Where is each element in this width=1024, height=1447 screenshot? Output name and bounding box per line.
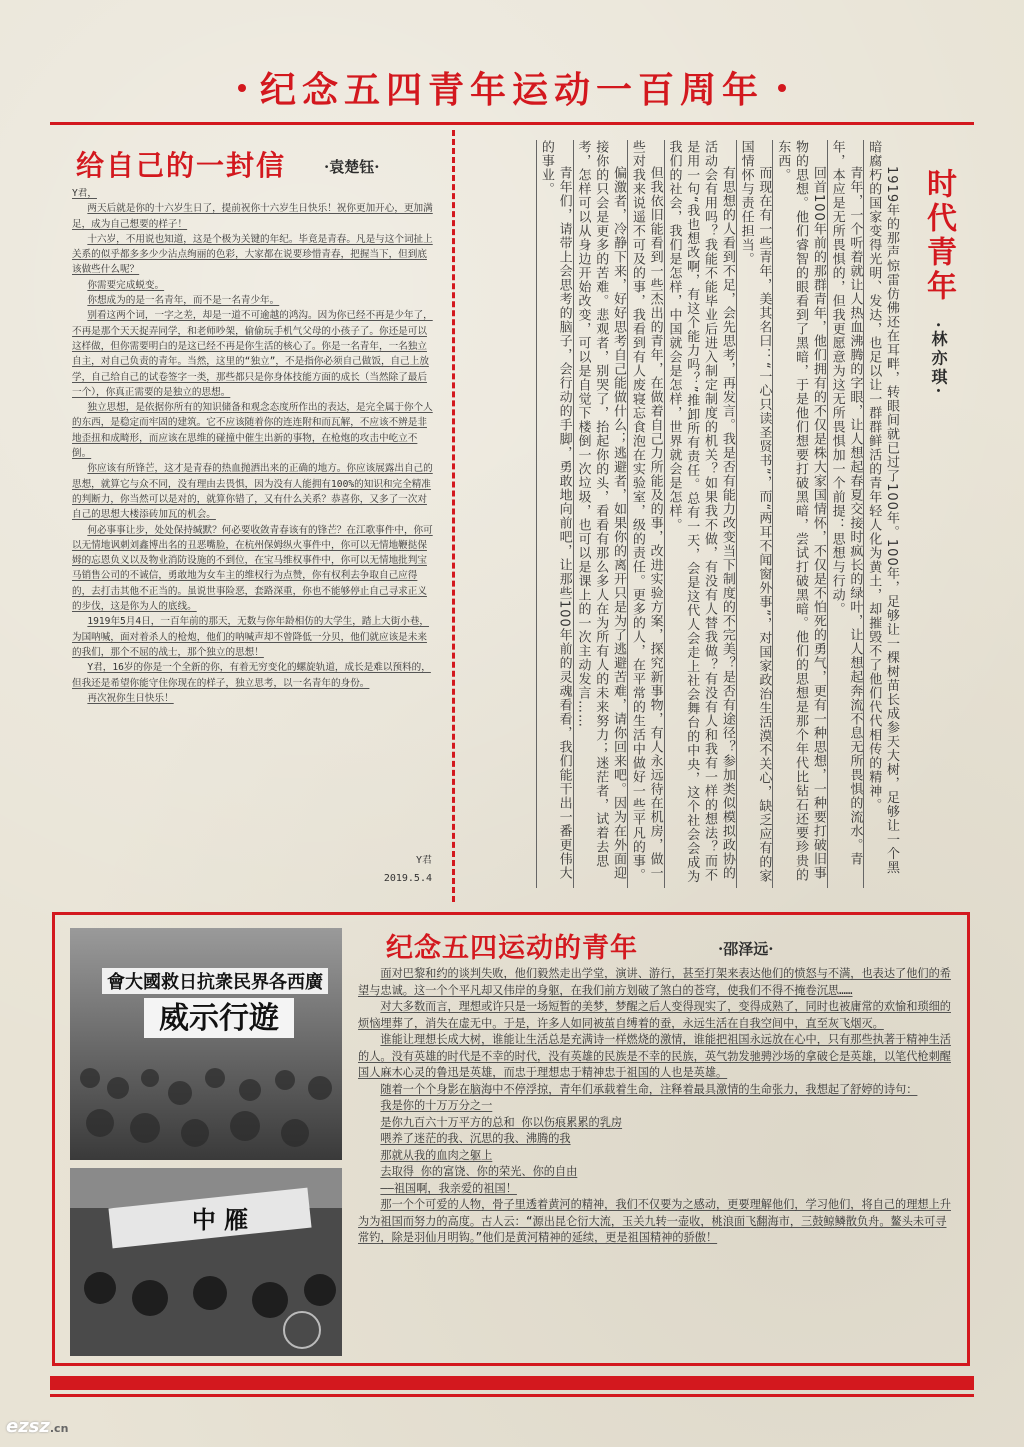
masthead-rule	[50, 122, 974, 125]
letter-title: 给自己的一封信	[76, 149, 287, 182]
protest-photo-top	[70, 928, 342, 1160]
article-title: 纪念五四运动的青年	[386, 933, 638, 964]
poem-line: ——祖国啊，我亲爱的祖国！	[380, 1181, 517, 1195]
article-closing: 那一个个可爱的人物，骨子里透着黄河的精神，我们不仅要为之感动，更要理解他们，学习他们，将自己的理想上升为为祖国而努力的高度。古人云：“源出昆仑衍大流，玉关九转一壶收，桃浪面飞翻海市，三鼓鲸鳞散负舟。鳌头未可寻常钓，除是羽仙月明钩。”他们是黄河精神的延续，更是祖国精神的骄傲！	[358, 1198, 951, 1244]
masthead-dot-left	[238, 84, 246, 92]
protest-photo-bottom	[70, 1168, 342, 1356]
poem-line: 去取得 你的富饶、你的荣光、你的自由	[380, 1165, 578, 1178]
footer-rule	[50, 1394, 974, 1397]
poem-line: 我是你的十万万分之一	[380, 1099, 493, 1112]
logo-suffix: .cn	[49, 1422, 69, 1435]
article-header	[386, 926, 946, 966]
essay-paragraph: 但我依旧能看到一些杰出的青年，在做着自己力所能及的事，改进实验方案，探究新事物，有人永远待在机房，做一些对我来说遥不可及的事，我看到有人废寝忘食泡在实验室，级的责任。更多的人，在平常的生活中做好一些平凡的事。	[627, 140, 664, 888]
essay-paragraph: 偏激者，冷静下来，好好思考自己能做什么；逃避者，如果你的离开只是为了逃避苦难，请你回来吧。因为在外面迎接你的只会是更多的苦难。悲观者，别哭了，抬起你的头，看看有那么多人在为所有人的未来努力；迷茫者，试着去思考，怎样可以从身边开始改变，可以是自觉下楼倒一次垃圾，也可以是课上的一次主动发言……	[573, 140, 627, 888]
logo-text: ezsz	[6, 1416, 50, 1437]
letter-author: ·袁楚钰·	[324, 158, 380, 176]
letter-sign-name: Y君	[415, 855, 432, 866]
letter-paragraph: 独立思想，是依据你所有的知识储备和观念态度所作出的表达，是完全属于你个人的东西，是稳定而牢固的建筑。它不应该随着你的连连附和而瓦解，不应该不辨是非地歪扭和成畸形，而应该在思维的碰撞中催生出新的事物，在枪炮的攻击中屹立不倒。	[72, 402, 433, 460]
letter-paragraph: 1919年5月4日，一百年前的那天，无数与你年龄相仿的大学生，踏上大街小巷，为国呐喊，面对着杀人的枪炮，他们的呐喊声却不曾降低一分贝，他们就应该是未来的我们，那个不屈的战士，那个独立的思想！	[72, 616, 430, 658]
protest-photo-illustration-2	[70, 1168, 342, 1356]
essay-title: 时代青年	[921, 168, 956, 304]
banner-main-text: 威示行遊	[159, 1001, 279, 1036]
essay-paragraph: 青年，一个听着就让人热血沸腾的字眼，让人想起春夏交接时疯长的绿叶，让人想起奔流不息无所畏惧的流水。青年，本应是无所畏惧的，但我更愿意为这无所畏惧加一个前提：思想与行动。	[827, 140, 864, 888]
letter-paragraph: 何必事事让步，处处保持缄默？何必要收敛青春该有的锋芒？在江歌事件中，你可以无情地讽刺刘鑫博出名的丑恶嘴脸，在杭州保姆纵火事件中，你可以无情地鞭挞保姆的忘恩负义以及物业消防设施的不到位，在宝马维权事件中，你可以无情地批判宝马销售公司的不诚信，勇敢地为女车主的维权行为点赞，你有权利去争取自己应得的，去打击其他不正当的。虽说世事险恶，套路深重，你也不能够停止自己寻求正义的步伐，这是你为人的底线。	[72, 524, 433, 613]
footer-bar	[50, 1376, 974, 1390]
essay-paragraph: 青年们，请带上会思考的脑子，会行动的手脚，勇敢地向前吧，让那些100年前的灵魂看看，我们能干出一番更伟大的事业。	[536, 140, 573, 888]
poem-line: 喂养了迷茫的我、沉思的我、沸腾的我	[380, 1132, 571, 1145]
article-paragraph: 谁能让理想长成大树，谁能让生活总是充满诗一样燃烧的激情，谁能把祖国永远放在心中，只有那些执著于精神生活的人。没有英雄的时代是不幸的时代，没有英雄的民族是不幸的民族，英气勃发驰骋沙场的拿破仑是英雄，以笔代枪刺醒国人麻木心灵的鲁迅是英雄，而忠于理想忠于精神忠于祖国的人也是英雄。	[358, 1033, 951, 1079]
letter-greeting: Y君，	[72, 188, 97, 199]
letter-paragraph: 两天后就是你的十六岁生日了，提前祝你十六岁生日快乐！祝你更加开心，更加满足，成为自己想要的样子！	[72, 203, 433, 230]
banner2-text: 中 雁	[191, 1205, 249, 1234]
essay-author: ·林亦琪·	[929, 322, 948, 397]
letter-header	[76, 144, 446, 184]
essay-paragraph: 回首100年前的那群青年，他们拥有的不仅是株大家国情怀，不仅是不怕死的勇气，更有一种思想，一种要打破旧事物的思想。他们睿智的眼看到了黑暗，于是他们想要打破黑暗，尝试打破黑暗。他们的思想是那个年代比钻石还要珍贵的东西。	[772, 140, 826, 888]
letter-paragraph: 十六岁，不用说也知道，这是个极为关键的年纪。毕竟是青春。凡是与这个词扯上关系的似乎都多多少少沾点绚丽的色彩，大家都在说要珍惜青春，把握当下，但到底该做些什么呢？	[72, 233, 433, 276]
letter-signature	[336, 852, 432, 888]
essay-paragraph: 有思想的人看到不足，会先思考，再发言。我是否有能力改变当下制度的不完美？是否有途径？参加类似模拟政协的活动会有用吗？我能不能毕业后进入制定制度的机关？如果我不做，有没有人替我做？有没有人和我有一样的想法？而不是用一句“我也想改啊，有这个能力吗？”推卸所有责任。总有一天，会是这代人会走上社会舞台的中央，这个社会会成为我们的社会，我们是怎样，中国就会是怎样，世界就会是怎样。	[664, 140, 736, 888]
banner-top-text: 會大國救日抗衆民界各西廣	[107, 972, 323, 993]
letter-body	[72, 186, 434, 846]
poem-line: 那就从我的血肉之躯上	[380, 1148, 493, 1162]
letter-paragraph: 你应该有所锋芒，这才是青春的热血抛洒出来的正确的地方。你应该展露出自己的思想，就算它与众不同，没有理由去畏惧，因为没有人能拥有100%的知识和完全精准的判断力，你当然可以是对的，就算你错了，又有什么关系？恭喜你，又多了一次对自己的思想大楼添砖加瓦的机会。	[72, 463, 433, 521]
masthead-dot-right	[778, 84, 786, 92]
article-paragraph: 对大多数而言，理想或许只是一场短暂的美梦，梦醒之后人变得现实了，变得成熟了，同时也被庸常的欢愉和琐细的烦恼埋葬了，消失在虚无中。于是，许多人如同被茧自缚着的蚕，永远生活在自我空间中，直至灰飞烟灭。	[358, 1000, 951, 1030]
article-author: ·邵泽远·	[718, 940, 774, 958]
letter-date: 2019.5.4	[383, 873, 432, 884]
masthead-title: 纪念五四青年运动一百周年	[259, 69, 764, 111]
masthead	[0, 62, 1024, 118]
letter-paragraph: 别看这两个词，一字之差，却是一道不可逾越的鸿沟。因为你已经不再是少年了，不再是那个天天捉弄同学，和老师吵架，偷偷玩手机气父母的小孩子了。你还是可以这样做，但你需要明白的是这已经不再是你生活的核心了。你是一名青年，一名独立自主，对自己负责的青年。当然，这里的“独立”，不是指你必须自己做饭，自己上放学，自己给自己的试卷签字一类，那些都只是你身体技能方面的成长（当然除了最后一个），你真正需要的是独立的思想。	[72, 310, 433, 398]
article-paragraph: 面对巴黎和约的谈判失败，他们毅然走出学堂，演讲、游行，甚至打架来表达他们的愤怒与不满，也表达了他们的希望与忠诚。这一个个平凡却又伟岸的身躯，在我们前方划破了煞白的苍穹，使我们不得不掩卷沉思……	[358, 967, 951, 997]
letter-paragraph: 再次祝你生日快乐！	[87, 692, 174, 704]
site-logo	[6, 1416, 68, 1437]
article-body	[358, 966, 954, 1346]
letter-paragraph: Y君，16岁的你是一个全新的你，有着无穷变化的螺旋轨道，成长是难以预料的，但我还是希望你能守住你现在的样子，独立思考，以一名青年的身份。	[72, 662, 431, 689]
letter-paragraph: 你想成为的是一名青年，而不是一名青少年。	[87, 295, 280, 307]
column-divider	[452, 130, 455, 902]
essay-body	[474, 140, 900, 888]
essay-paragraph: 1919年的那声惊雷仿佛还在耳畔，转眼间就已过了100年。100年，足够让一棵树苗长成参天大树，足够让一个黑暗腐朽的国家变得光明、发达，也足以让一群群鲜活的青年轻人化为黄土，却摧毁不了他们代代相传的精神。	[863, 140, 900, 888]
protest-photo-illustration	[70, 928, 342, 1160]
essay-paragraph: 而现在有一些青年，美其名曰：“一心只读圣贤书”，而“两耳不闻窗外事”，对国家政治生活漠不关心，缺乏应有的家国情怀与责任担当。	[736, 140, 773, 888]
poem-line: 是你九百六十万平方的总和 你以伤痕累累的乳房	[380, 1115, 623, 1129]
letter-paragraph: 你需要完成蜕变。	[87, 279, 165, 291]
article-paragraph: 随着一个个身影在脑海中不停浮掠，青年们承载着生命，注释着最具激情的生命张力，我想起了舒婷的诗句：	[380, 1082, 918, 1096]
